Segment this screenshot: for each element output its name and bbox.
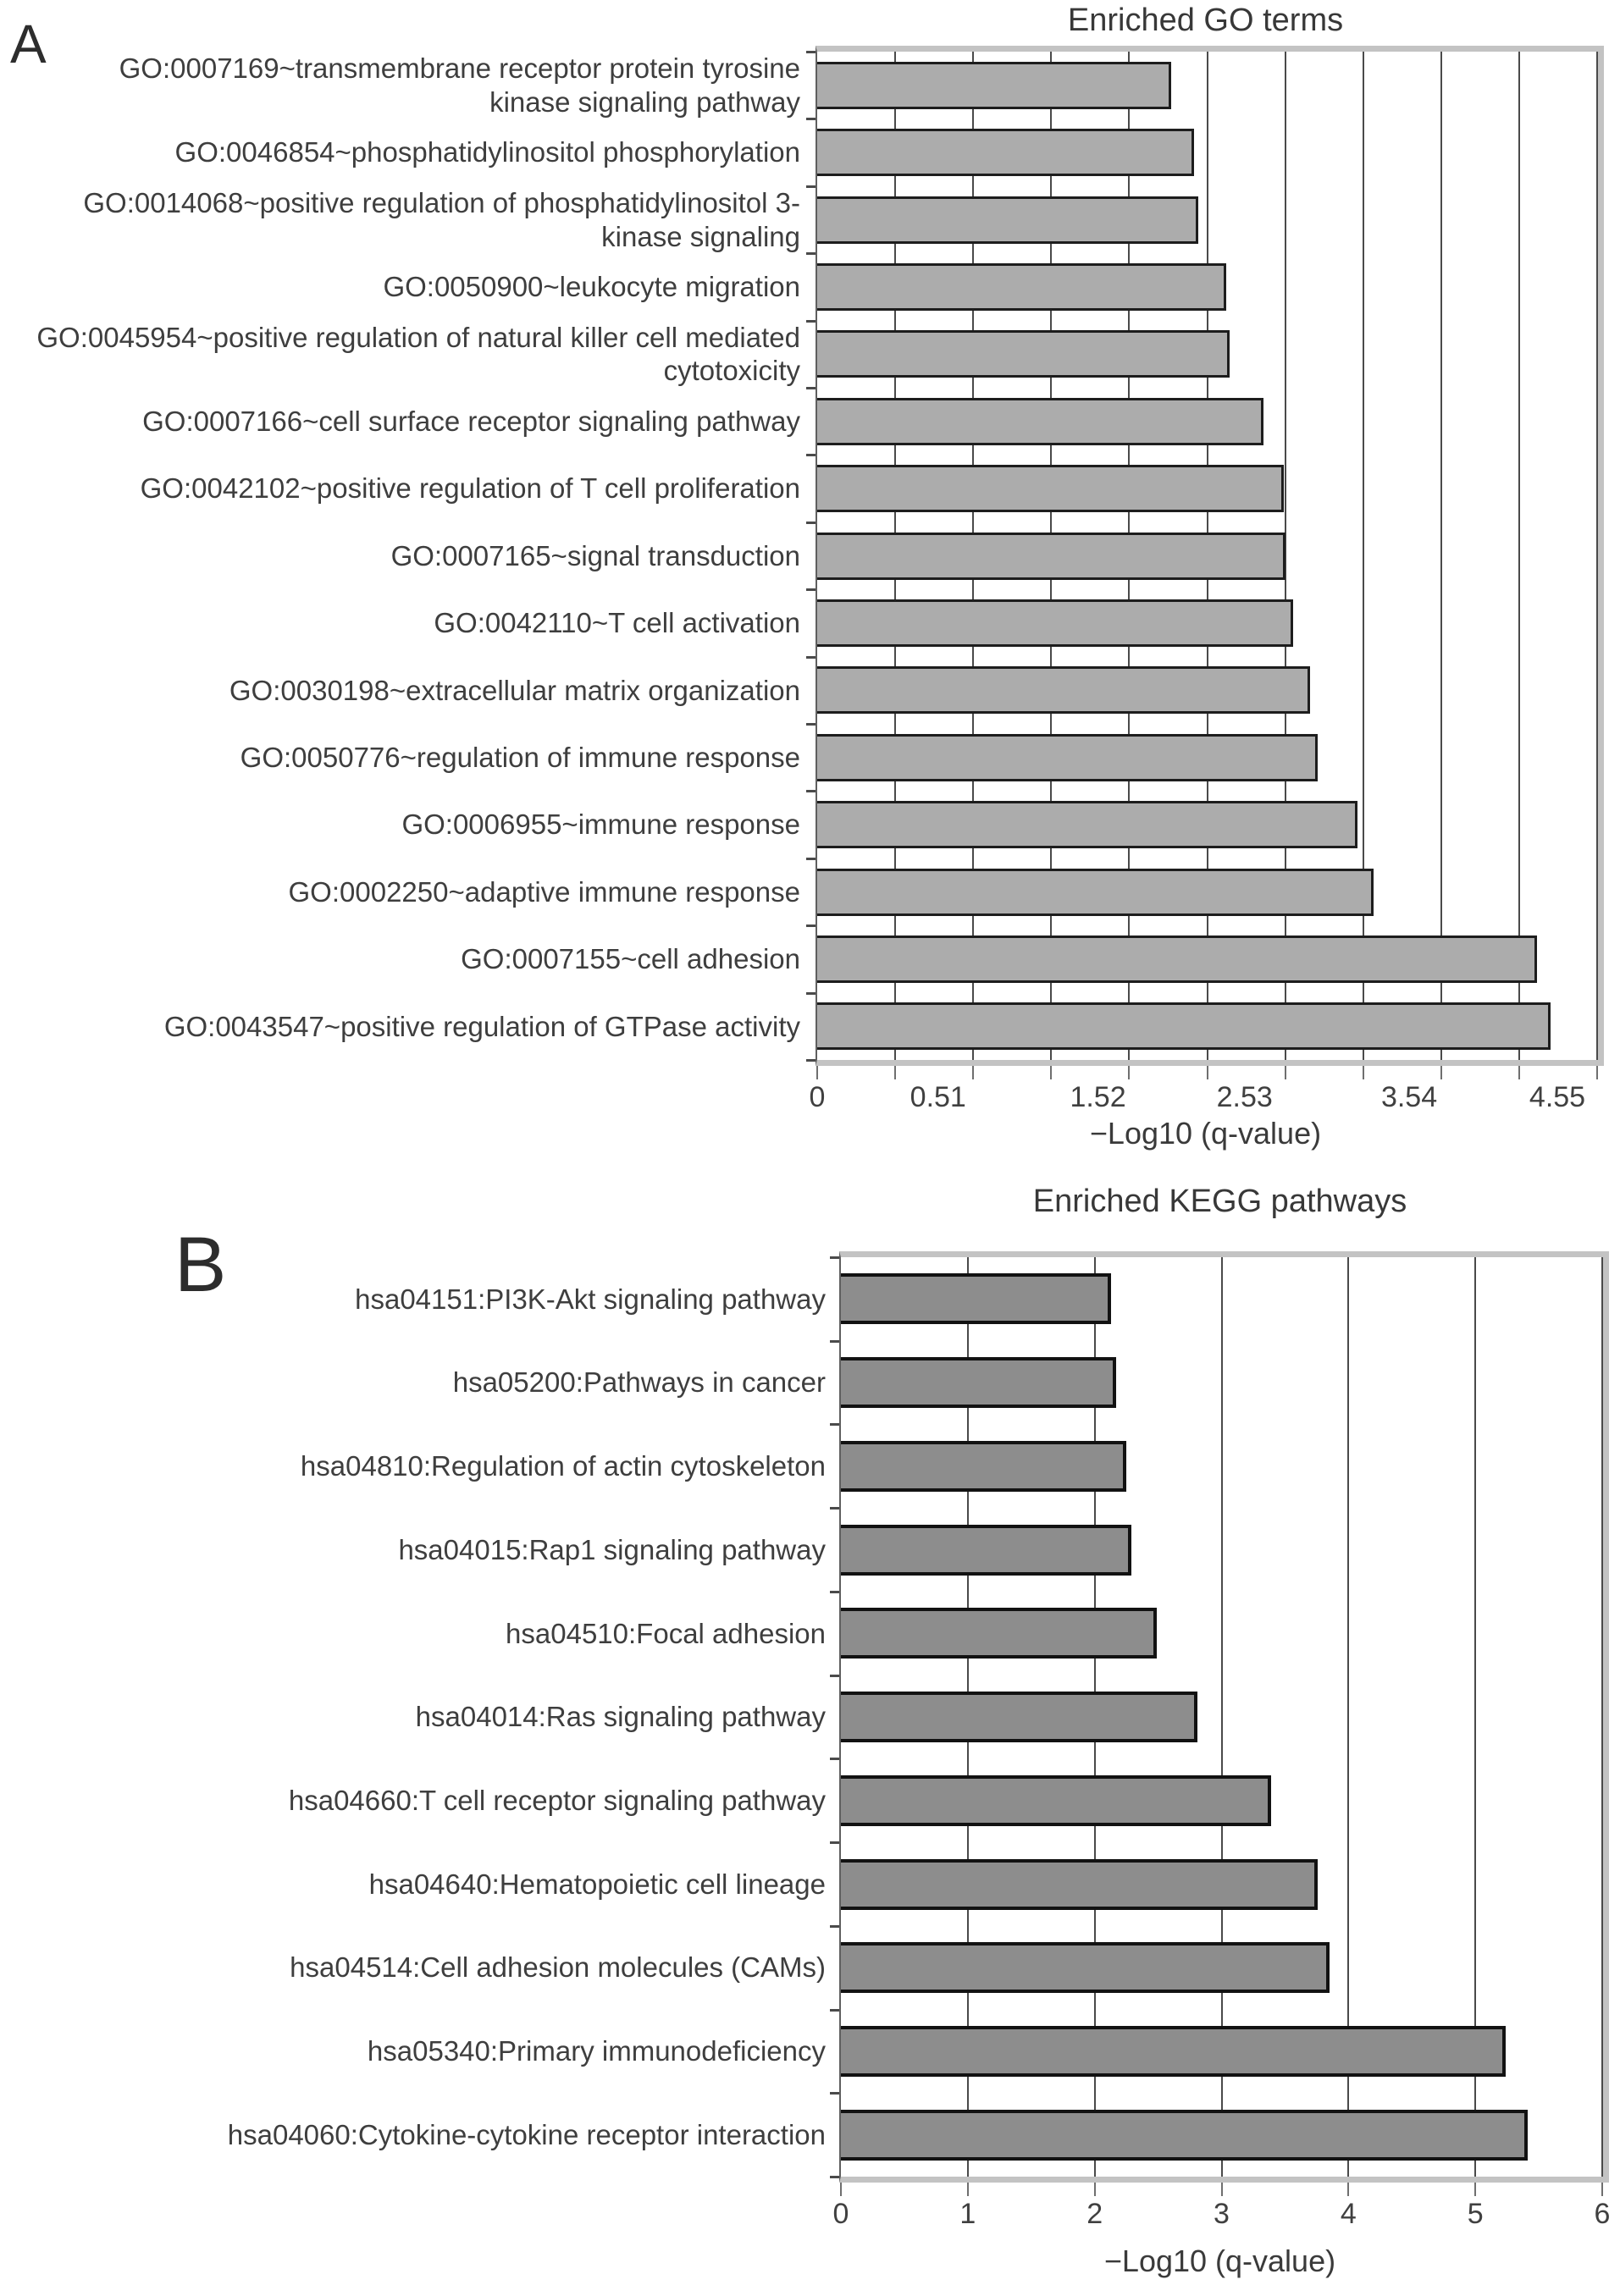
- go-xaxis-title: −Log10 (q-value): [1089, 1116, 1322, 1151]
- bar: [841, 1942, 1330, 1993]
- y-axis-tick: [830, 1507, 839, 1510]
- bar: [841, 1608, 1157, 1659]
- x-axis-tick: [1285, 1066, 1286, 1079]
- y-axis-tick: [806, 522, 816, 524]
- x-axis-tick-label: 4: [1340, 2198, 1357, 2230]
- x-axis-tick-label: 0.51: [910, 1081, 966, 1113]
- y-axis-tick: [830, 1675, 839, 1677]
- bar: [817, 666, 1310, 714]
- bar: [841, 1859, 1318, 1910]
- x-axis-tick-label: 2.53: [1216, 1081, 1273, 1113]
- bar: [841, 1525, 1131, 1576]
- y-axis-tick: [806, 924, 816, 927]
- bar-row: [817, 657, 1597, 724]
- x-axis-tick-label: 6: [1594, 2198, 1611, 2230]
- go-xaxis-tick-labels: [809, 1081, 1597, 1117]
- kegg-xaxis-title: −Log10 (q-value): [1103, 2244, 1336, 2278]
- x-axis-tick: [972, 1066, 974, 1079]
- bar-row: [841, 1758, 1602, 1842]
- y-axis-tick: [830, 1841, 839, 1844]
- go-bars: [817, 52, 1597, 1060]
- bar-row: [841, 1926, 1602, 2010]
- go-plot-inner: [817, 52, 1597, 1060]
- bar-row: [841, 1592, 1602, 1675]
- category-label: hsa04660:T cell receptor signaling pathway: [288, 1784, 826, 1816]
- x-axis-tick: [816, 1066, 818, 1079]
- category-label: GO:0042102~positive regulation of T cell proliferation: [140, 472, 800, 505]
- x-axis-tick: [967, 2183, 969, 2196]
- y-axis-tick: [830, 2009, 839, 2012]
- bar-row: [817, 52, 1597, 119]
- go-chart-title: Enriched GO terms: [1067, 3, 1344, 38]
- y-axis-tick: [806, 858, 816, 860]
- x-axis-tick: [1221, 2183, 1223, 2196]
- kegg-xaxis-ticks: [841, 2183, 1602, 2196]
- bar-row: [817, 791, 1597, 858]
- bar-row: [841, 1424, 1602, 1508]
- bar: [841, 1357, 1116, 1408]
- x-axis-tick: [894, 1066, 896, 1079]
- y-axis-tick: [806, 454, 816, 456]
- y-axis-tick: [830, 1758, 839, 1760]
- x-axis-tick: [1128, 1066, 1130, 1079]
- y-axis-tick: [806, 790, 816, 792]
- category-label: hsa04151:PI3K-Akt signaling pathway: [355, 1283, 826, 1315]
- y-axis-tick: [806, 588, 816, 591]
- y-axis-tick: [830, 2176, 839, 2178]
- kegg-xaxis-tick-labels: [832, 2198, 1611, 2233]
- bar-row: [817, 388, 1597, 455]
- bar-row: [817, 186, 1597, 253]
- y-axis-tick: [806, 51, 816, 53]
- y-axis-tick: [830, 1591, 839, 1593]
- bar-row: [817, 858, 1597, 925]
- x-axis-tick-label: 4.55: [1529, 1081, 1586, 1113]
- y-axis-tick: [806, 656, 816, 659]
- bar: [841, 1441, 1126, 1492]
- x-axis-tick: [1347, 2183, 1349, 2196]
- x-axis-tick-label: 0: [832, 2198, 849, 2230]
- kegg-chart-title: Enriched KEGG pathways: [1032, 1184, 1407, 1219]
- bar-row: [817, 724, 1597, 791]
- bar-row: [841, 1257, 1602, 1341]
- bar: [841, 1273, 1111, 1324]
- category-label: GO:0046854~phosphatidylinositol phosphorylation: [174, 136, 800, 168]
- bar: [841, 2110, 1528, 2161]
- bar: [817, 533, 1285, 580]
- x-axis-tick-label: 3.54: [1380, 1081, 1438, 1113]
- category-label: GO:0042110~T cell activation: [434, 607, 800, 639]
- x-axis-tick-label: 1: [959, 2198, 976, 2230]
- kegg-bars: [841, 1257, 1602, 2177]
- category-label: hsa04015:Rap1 signaling pathway: [398, 1533, 826, 1565]
- bar-row: [841, 1842, 1602, 1926]
- x-axis-tick-label: 1.52: [1070, 1081, 1126, 1113]
- go-plot-area: [816, 46, 1604, 1066]
- y-axis-tick: [806, 118, 816, 120]
- go-xaxis-ticks: [817, 1066, 1597, 1079]
- category-label: GO:0007155~cell adhesion: [461, 943, 800, 975]
- category-label: GO:0007166~cell surface receptor signaling pathway: [142, 405, 800, 437]
- x-axis-tick: [1474, 2183, 1476, 2196]
- y-axis-tick: [830, 2092, 839, 2095]
- category-label: hsa05340:Primary immunodeficiency: [367, 2035, 826, 2067]
- bar: [841, 2026, 1506, 2077]
- y-axis-tick: [806, 320, 816, 323]
- bar-row: [841, 1508, 1602, 1592]
- bar-row: [817, 253, 1597, 320]
- bar: [817, 62, 1171, 109]
- category-label: hsa04640:Hematopoietic cell lineage: [368, 1868, 826, 1900]
- bar: [817, 330, 1230, 378]
- bar: [817, 129, 1194, 176]
- bar: [817, 869, 1374, 916]
- x-axis-tick-label: 2: [1086, 2198, 1103, 2230]
- x-axis-tick-label: 5: [1467, 2198, 1484, 2230]
- x-axis-tick-label: 0: [809, 1081, 826, 1113]
- x-axis-tick: [1363, 1066, 1364, 1079]
- bar-row: [817, 455, 1597, 522]
- category-label: GO:0002250~adaptive immune response: [288, 875, 800, 908]
- x-axis-tick: [1601, 2183, 1603, 2196]
- category-label: GO:0014068~positive regulation of phosphatidylinositol 3-kinase signaling: [83, 186, 800, 252]
- kegg-category-labels: [135, 1257, 826, 2177]
- x-axis-tick: [1207, 1066, 1208, 1079]
- bar: [841, 1775, 1271, 1826]
- x-axis-tick: [1440, 1066, 1442, 1079]
- y-axis-tick: [830, 1340, 839, 1343]
- category-label: hsa04060:Cytokine-cytokine receptor interaction: [227, 2118, 826, 2150]
- kegg-plot-inner: [841, 1257, 1602, 2177]
- bar-row: [841, 2093, 1602, 2177]
- category-label: hsa04510:Focal adhesion: [506, 1617, 826, 1649]
- category-label: GO:0050776~regulation of immune response: [240, 741, 800, 773]
- category-label: GO:0007169~transmembrane receptor protein tyrosine kinase signaling pathway: [119, 52, 800, 118]
- kegg-plot-area: [839, 1251, 1609, 2183]
- x-axis-tick-label: 3: [1214, 2198, 1230, 2230]
- bar: [817, 734, 1318, 781]
- bar: [817, 465, 1284, 512]
- y-axis-tick: [830, 1423, 839, 1426]
- bar-row: [817, 321, 1597, 388]
- bar: [817, 1002, 1551, 1050]
- bar-row: [817, 993, 1597, 1060]
- bar: [817, 801, 1357, 848]
- category-label: GO:0043547~positive regulation of GTPase activity: [163, 1010, 800, 1042]
- category-label: hsa04514:Cell adhesion molecules (CAMs): [290, 1951, 826, 1984]
- y-axis-tick: [806, 185, 816, 188]
- category-label: hsa04810:Regulation of actin cytoskeleton: [300, 1450, 826, 1482]
- x-axis-tick: [840, 2183, 842, 2196]
- category-label: GO:0006955~immune response: [401, 809, 800, 841]
- bar-row: [817, 522, 1597, 589]
- panel-a-letter: A: [10, 14, 47, 75]
- bar: [817, 936, 1537, 983]
- bar: [841, 1692, 1197, 1742]
- bar-row: [817, 119, 1597, 185]
- category-label: GO:0030198~extracellular matrix organization: [229, 674, 800, 706]
- x-axis-tick: [1094, 2183, 1096, 2196]
- category-label: GO:0045954~positive regulation of natural killer cell mediated cytotoxicity: [36, 321, 800, 387]
- bar: [817, 196, 1198, 244]
- x-axis-tick: [1050, 1066, 1052, 1079]
- y-axis-tick: [806, 992, 816, 995]
- y-axis-tick: [806, 723, 816, 726]
- bar: [817, 398, 1263, 445]
- bar-row: [841, 2010, 1602, 2094]
- bar-row: [841, 1341, 1602, 1425]
- x-axis-tick: [1596, 1066, 1598, 1079]
- category-label: GO:0050900~leukocyte migration: [383, 271, 800, 303]
- category-label: hsa05200:Pathways in cancer: [452, 1366, 826, 1399]
- bar: [817, 263, 1226, 311]
- y-axis-tick: [806, 387, 816, 389]
- bar-row: [817, 589, 1597, 656]
- go-category-labels: [34, 52, 800, 1060]
- bar-row: [841, 1675, 1602, 1759]
- category-label: GO:0007165~signal transduction: [390, 539, 800, 571]
- panel-b-letter: B: [174, 1222, 227, 1308]
- category-label: hsa04014:Ras signaling pathway: [415, 1701, 826, 1733]
- y-axis-tick: [806, 252, 816, 255]
- y-axis-tick: [830, 1256, 839, 1259]
- bar-row: [817, 925, 1597, 992]
- y-axis-tick: [806, 1059, 816, 1062]
- y-axis-tick: [830, 1925, 839, 1928]
- x-axis-tick: [1518, 1066, 1520, 1079]
- bar: [817, 599, 1293, 647]
